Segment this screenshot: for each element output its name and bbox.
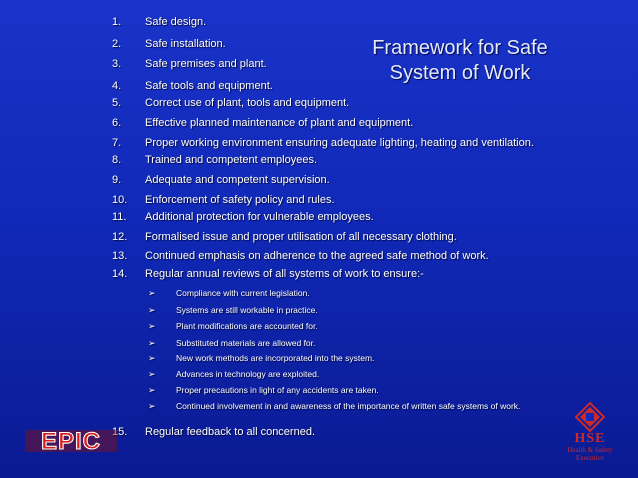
arrow-bullet-icon: ➢	[148, 338, 156, 348]
item-text: Safe tools and equipment.	[145, 80, 273, 92]
item-text: Adequate and competent supervision.	[145, 174, 330, 186]
item-text: Continued emphasis on adherence to the agreed safe method of work.	[145, 250, 489, 262]
item-number: 11.	[112, 211, 127, 223]
item-text: Safe premises and plant.	[145, 58, 267, 70]
item-number: 15.	[112, 426, 128, 438]
epic-logo-text: EPIC	[40, 428, 102, 454]
arrow-bullet-icon: ➢	[148, 385, 156, 395]
item-text: Correct use of plant, tools and equipment.	[145, 97, 350, 109]
hse-abbr: HSE	[574, 431, 606, 446]
item-text: Safe installation.	[145, 38, 226, 50]
hse-diamond-icon	[575, 402, 605, 432]
item-text: Regular feedback to all concerned.	[145, 426, 315, 438]
sub-item-text: Advances in technology are exploited.	[176, 369, 320, 379]
item-number: 13.	[112, 250, 128, 262]
arrow-bullet-icon: ➢	[148, 321, 156, 331]
item-number: 9.	[112, 174, 122, 186]
item-number: 2.	[112, 38, 122, 50]
item-text: Safe design.	[145, 16, 207, 28]
item-text: Formalised issue and proper utilisation of all necessary clothing.	[145, 231, 457, 243]
hse-logo	[561, 402, 619, 466]
sub-item-text: New work methods are incorporated into the system.	[176, 353, 375, 363]
item-number: 4.	[112, 80, 122, 92]
arrow-bullet-icon: ➢	[148, 401, 156, 411]
sub-item-text: Substituted materials are allowed for.	[176, 338, 316, 348]
arrow-bullet-icon: ➢	[148, 305, 156, 315]
item-text: Regular annual reviews of all systems of work to ensure:-	[145, 268, 424, 280]
item-number: 8.	[112, 154, 122, 166]
sub-item-text: Proper precautions in light of any accidents are taken.	[176, 385, 379, 395]
item-number: 7.	[112, 137, 122, 149]
item-number: 3.	[112, 58, 122, 70]
hse-line-1: Health & Safety	[567, 446, 613, 454]
item-number: 14.	[112, 268, 128, 280]
item-text: Effective planned maintenance of plant and equipment.	[145, 117, 414, 129]
arrow-bullet-icon: ➢	[148, 353, 156, 363]
item-text: Proper working environment ensuring adequate lighting, heating and ventilation.	[145, 137, 534, 149]
item-number: 10.	[112, 194, 128, 206]
item-number: 6.	[112, 117, 122, 129]
sub-item-text: Plant modifications are accounted for.	[176, 321, 318, 331]
item-text: Additional protection for vulnerable employees.	[145, 211, 374, 223]
epic-logo	[24, 428, 118, 454]
hse-line-2: Executive	[576, 454, 604, 462]
sub-item-text: Continued involvement in and awareness of the importance of written safe systems of work.	[176, 401, 521, 411]
item-text: Trained and competent employees.	[145, 154, 318, 166]
arrow-bullet-icon: ➢	[148, 288, 156, 298]
item-number: 5.	[112, 97, 122, 109]
item-number: 12.	[112, 231, 128, 243]
item-number: 1.	[112, 16, 122, 28]
sub-item-text: Systems are still workable in practice.	[176, 305, 318, 315]
slide-title: Framework for Safe System of Work	[372, 37, 548, 84]
arrow-bullet-icon: ➢	[148, 369, 156, 379]
sub-item-text: Compliance with current legislation.	[176, 288, 310, 298]
item-text: Enforcement of safety policy and rules.	[145, 194, 335, 206]
